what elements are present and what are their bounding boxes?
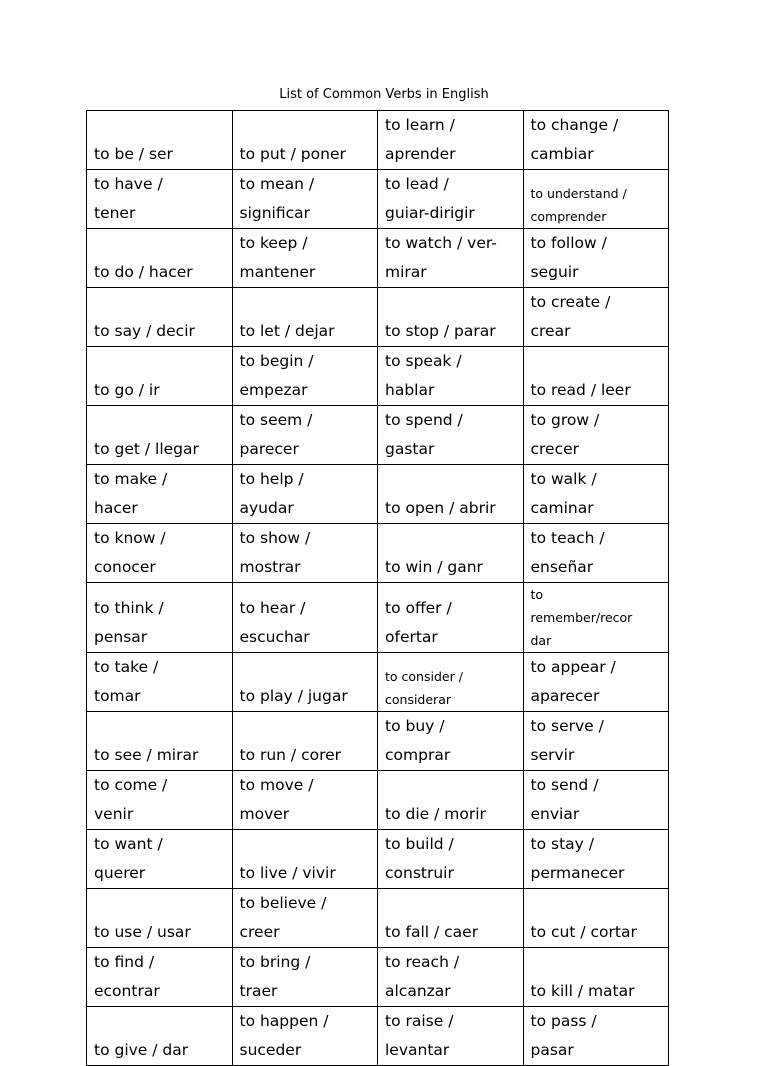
verb-cell: to know / conocer — [87, 524, 233, 583]
verb-cell: to want / querer — [87, 830, 233, 889]
verb-cell: to begin / empezar — [232, 347, 378, 406]
verb-cell: to stop / parar — [378, 288, 524, 347]
verb-cell: to put / poner — [232, 111, 378, 170]
verb-cell: to win / ganr — [378, 524, 524, 583]
verb-table — [86, 110, 669, 1066]
table-row — [87, 583, 669, 653]
verb-cell: to keep / mantener — [232, 229, 378, 288]
verb-cell: to watch / ver- mirar — [378, 229, 524, 288]
verb-cell: to consider / considerar — [378, 653, 524, 712]
table-row — [87, 288, 669, 347]
table-row — [87, 653, 669, 712]
verb-cell: to remember/recor dar — [523, 583, 669, 653]
verb-cell: to happen / suceder — [232, 1007, 378, 1066]
verb-cell: to run / corer — [232, 712, 378, 771]
verb-cell: to lead / guiar-dirigir — [378, 170, 524, 229]
verb-cell: to help / ayudar — [232, 465, 378, 524]
verb-cell: to play / jugar — [232, 653, 378, 712]
table-row — [87, 465, 669, 524]
verb-cell: to give / dar — [87, 1007, 233, 1066]
verb-cell: to fall / caer — [378, 889, 524, 948]
verb-cell: to bring / traer — [232, 948, 378, 1007]
verb-cell: to go / ir — [87, 347, 233, 406]
verb-cell: to create / crear — [523, 288, 669, 347]
verb-cell: to be / ser — [87, 111, 233, 170]
verb-cell: to appear / aparecer — [523, 653, 669, 712]
verb-cell: to come / venir — [87, 771, 233, 830]
verb-cell: to learn / aprender — [378, 111, 524, 170]
table-row — [87, 111, 669, 170]
verb-cell: to grow / crecer — [523, 406, 669, 465]
verb-cell: to think / pensar — [87, 583, 233, 653]
table-row — [87, 347, 669, 406]
verb-cell: to teach / enseñar — [523, 524, 669, 583]
page-title: List of Common Verbs in English — [279, 87, 489, 102]
verb-cell: to kill / matar — [523, 948, 669, 1007]
verb-cell: to use / usar — [87, 889, 233, 948]
verb-cell: to make / hacer — [87, 465, 233, 524]
table-row — [87, 229, 669, 288]
verb-cell: to walk / caminar — [523, 465, 669, 524]
verb-cell: to mean / significar — [232, 170, 378, 229]
verb-cell: to see / mirar — [87, 712, 233, 771]
verb-cell: to serve / servir — [523, 712, 669, 771]
verb-cell: to say / decir — [87, 288, 233, 347]
table-row — [87, 948, 669, 1007]
verb-cell: to have / tener — [87, 170, 233, 229]
verb-cell: to cut / cortar — [523, 889, 669, 948]
table-row — [87, 170, 669, 229]
table-row — [87, 406, 669, 465]
verb-cell: to live / vivir — [232, 830, 378, 889]
verb-cell: to find / econtrar — [87, 948, 233, 1007]
table-row — [87, 524, 669, 583]
verb-cell: to speak / hablar — [378, 347, 524, 406]
verb-cell: to get / llegar — [87, 406, 233, 465]
verb-cell: to die / morir — [378, 771, 524, 830]
verb-cell: to buy / comprar — [378, 712, 524, 771]
verb-cell: to pass / pasar — [523, 1007, 669, 1066]
verb-cell: to seem / parecer — [232, 406, 378, 465]
verb-cell: to offer / ofertar — [378, 583, 524, 653]
verb-cell: to believe / creer — [232, 889, 378, 948]
table-row — [87, 1007, 669, 1066]
verb-cell: to let / dejar — [232, 288, 378, 347]
verb-cell: to build / construir — [378, 830, 524, 889]
table-row — [87, 889, 669, 948]
verb-cell: to do / hacer — [87, 229, 233, 288]
verb-cell: to stay / permanecer — [523, 830, 669, 889]
verb-cell: to read / leer — [523, 347, 669, 406]
verb-cell: to understand / comprender — [523, 170, 669, 229]
verb-cell: to take / tomar — [87, 653, 233, 712]
verb-cell: to open / abrir — [378, 465, 524, 524]
verb-cell: to change / cambiar — [523, 111, 669, 170]
verb-cell: to show / mostrar — [232, 524, 378, 583]
verb-cell: to move / mover — [232, 771, 378, 830]
verb-cell: to raise / levantar — [378, 1007, 524, 1066]
verb-cell: to spend / gastar — [378, 406, 524, 465]
verb-cell: to send / enviar — [523, 771, 669, 830]
table-row — [87, 712, 669, 771]
table-row — [87, 771, 669, 830]
verb-cell: to follow / seguir — [523, 229, 669, 288]
verb-cell: to reach / alcanzar — [378, 948, 524, 1007]
table-row — [87, 830, 669, 889]
verb-table-body — [87, 111, 669, 1066]
verb-cell: to hear / escuchar — [232, 583, 378, 653]
